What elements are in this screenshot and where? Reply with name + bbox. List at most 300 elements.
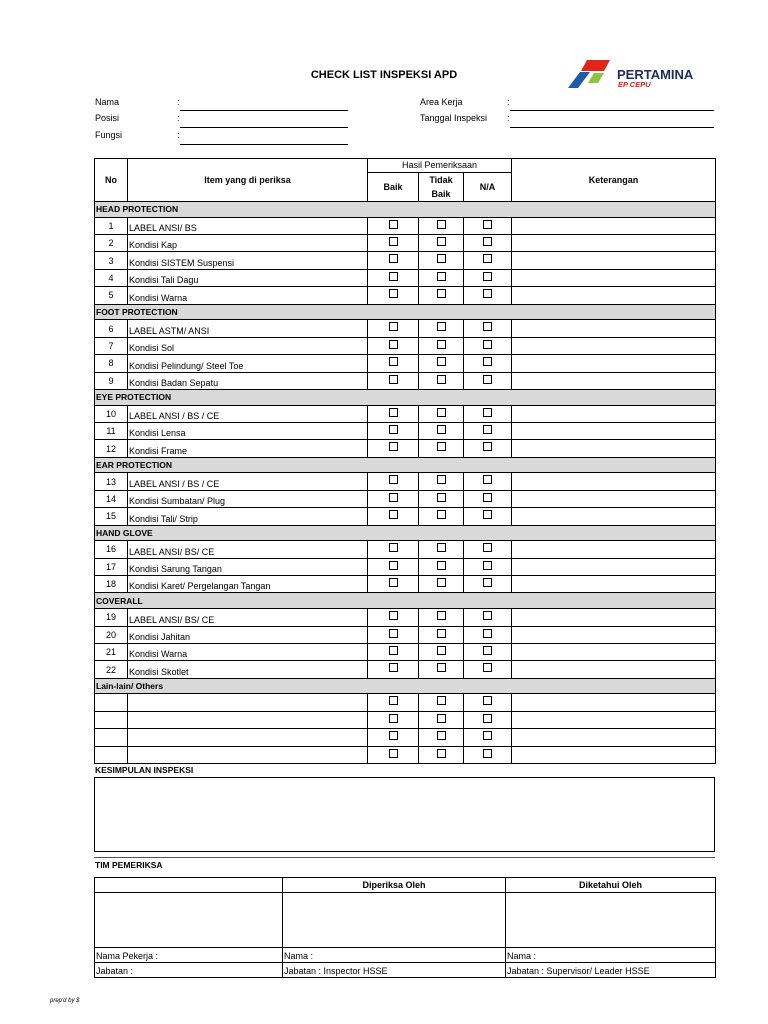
tidak-baik-checkbox[interactable] <box>437 611 446 620</box>
table-row <box>95 372 716 389</box>
divider <box>94 857 715 858</box>
keterangan-cell[interactable] <box>512 626 716 643</box>
table-row <box>95 287 716 304</box>
baik-checkbox[interactable] <box>389 663 398 672</box>
na-checkbox[interactable] <box>483 493 492 502</box>
tidak-baik-cell <box>419 746 464 763</box>
tidak-baik-checkbox[interactable] <box>437 237 446 246</box>
na-cell <box>464 440 512 457</box>
baik-cell <box>368 694 419 711</box>
item-name: Kondisi Sumbatan/ Plug <box>128 490 368 507</box>
section-row <box>95 457 716 473</box>
table-row <box>95 269 716 286</box>
item-name: LABEL ANSI / BS / CE <box>128 473 368 490</box>
na-checkbox[interactable] <box>483 646 492 655</box>
na-checkbox[interactable] <box>483 696 492 705</box>
baik-cell <box>368 337 419 354</box>
baik-checkbox[interactable] <box>389 237 398 246</box>
header-baik: Baik <box>368 173 419 202</box>
tidak-baik-checkbox[interactable] <box>437 425 446 434</box>
item-name: Kondisi Sol <box>128 337 368 354</box>
table-row <box>95 558 716 575</box>
tidak-baik-cell <box>419 422 464 439</box>
logo-green-shape <box>588 73 604 83</box>
keterangan-cell[interactable] <box>512 217 716 234</box>
tidak-baik-cell <box>419 576 464 593</box>
na-checkbox[interactable] <box>483 254 492 263</box>
table-row <box>95 337 716 354</box>
na-cell <box>464 711 512 728</box>
item-number: 22 <box>95 661 128 678</box>
tidak-baik-checkbox[interactable] <box>437 696 446 705</box>
field-sep-nama: : <box>177 97 180 107</box>
baik-cell <box>368 405 419 422</box>
tidak-baik-cell <box>419 217 464 234</box>
item-number: 10 <box>95 405 128 422</box>
keterangan-cell[interactable] <box>512 558 716 575</box>
baik-checkbox[interactable] <box>389 611 398 620</box>
item-name: Kondisi Karet/ Pergelangan Tangan <box>128 576 368 593</box>
signature-box-inspector[interactable] <box>283 893 506 948</box>
baik-cell <box>368 473 419 490</box>
section-title: HAND GLOVE <box>95 525 716 541</box>
inspector-position-line[interactable]: Jabatan : Inspector HSSE <box>283 963 506 978</box>
item-name <box>128 711 368 728</box>
baik-cell <box>368 661 419 678</box>
item-number: 15 <box>95 508 128 525</box>
keterangan-cell[interactable] <box>512 422 716 439</box>
header-na: N/A <box>464 173 512 202</box>
na-cell <box>464 473 512 490</box>
baik-checkbox[interactable] <box>389 578 398 587</box>
item-number: 3 <box>95 252 128 269</box>
keterangan-cell[interactable] <box>512 576 716 593</box>
na-checkbox[interactable] <box>483 375 492 384</box>
tidak-baik-cell <box>419 711 464 728</box>
table-row <box>95 694 716 711</box>
signature-position-row <box>95 963 716 978</box>
item-name: Kondisi Tali Dagu <box>128 269 368 286</box>
table-row <box>95 473 716 490</box>
baik-checkbox[interactable] <box>389 425 398 434</box>
table-row <box>95 490 716 507</box>
item-number: 16 <box>95 541 128 558</box>
area-kerja-field[interactable] <box>510 109 714 111</box>
tidak-baik-checkbox[interactable] <box>437 749 446 758</box>
keterangan-cell[interactable] <box>512 508 716 525</box>
table-row <box>95 252 716 269</box>
supervisor-name-line[interactable]: Nama : <box>506 948 716 963</box>
item-number <box>95 746 128 763</box>
item-number: 4 <box>95 269 128 286</box>
item-number: 7 <box>95 337 128 354</box>
item-number: 5 <box>95 287 128 304</box>
item-number: 9 <box>95 372 128 389</box>
item-name: Kondisi Lensa <box>128 422 368 439</box>
header-remarks: Keterangan <box>512 159 716 202</box>
baik-cell <box>368 372 419 389</box>
worker-position-line[interactable]: Jabatan : <box>95 963 283 978</box>
na-checkbox[interactable] <box>483 340 492 349</box>
baik-checkbox[interactable] <box>389 375 398 384</box>
section-title: COVERALL <box>95 593 716 609</box>
tidak-baik-checkbox[interactable] <box>437 646 446 655</box>
na-cell <box>464 235 512 252</box>
document-title: CHECK LIST INSPEKSI APD <box>310 69 458 81</box>
table-row <box>95 405 716 422</box>
table-row <box>95 235 716 252</box>
tidak-baik-checkbox[interactable] <box>437 272 446 281</box>
baik-cell <box>368 440 419 457</box>
signature-box-supervisor[interactable] <box>506 893 716 948</box>
table-row <box>95 355 716 372</box>
tidak-baik-cell <box>419 558 464 575</box>
item-number: 21 <box>95 643 128 660</box>
keterangan-cell[interactable] <box>512 661 716 678</box>
na-cell <box>464 626 512 643</box>
field-label-fungsi: Fungsi <box>95 130 123 140</box>
signature-header-acknowledged-by: Diketahui Oleh <box>506 878 716 893</box>
na-cell <box>464 405 512 422</box>
tidak-baik-cell <box>419 355 464 372</box>
na-cell <box>464 269 512 286</box>
keterangan-cell[interactable] <box>512 473 716 490</box>
baik-checkbox[interactable] <box>389 475 398 484</box>
na-checkbox[interactable] <box>483 289 492 298</box>
item-name: Kondisi Kap <box>128 235 368 252</box>
keterangan-cell[interactable] <box>512 440 716 457</box>
section-row <box>95 304 716 320</box>
na-cell <box>464 694 512 711</box>
baik-checkbox[interactable] <box>389 289 398 298</box>
baik-checkbox[interactable] <box>389 340 398 349</box>
baik-cell <box>368 711 419 728</box>
tidak-baik-cell <box>419 473 464 490</box>
na-checkbox[interactable] <box>483 220 492 229</box>
baik-cell <box>368 729 419 746</box>
baik-checkbox[interactable] <box>389 408 398 417</box>
item-number: 19 <box>95 609 128 626</box>
tidak-baik-checkbox[interactable] <box>437 220 446 229</box>
item-name: LABEL ANSI / BS / CE <box>128 405 368 422</box>
posisi-field[interactable] <box>180 126 348 128</box>
nama-field[interactable] <box>180 109 348 111</box>
baik-checkbox[interactable] <box>389 220 398 229</box>
tanggal-inspeksi-field[interactable] <box>510 126 714 128</box>
na-cell <box>464 576 512 593</box>
na-cell <box>464 729 512 746</box>
na-checkbox[interactable] <box>483 749 492 758</box>
tidak-baik-cell <box>419 405 464 422</box>
signature-table <box>94 877 716 978</box>
conclusion-box[interactable] <box>94 777 715 852</box>
field-label-area-kerja: Area Kerja <box>420 97 463 107</box>
tidak-baik-checkbox[interactable] <box>437 289 446 298</box>
na-cell <box>464 490 512 507</box>
keterangan-cell[interactable] <box>512 405 716 422</box>
table-row <box>95 609 716 626</box>
field-sep-posisi: : <box>177 113 180 123</box>
item-number: 2 <box>95 235 128 252</box>
na-cell <box>464 320 512 337</box>
na-checkbox[interactable] <box>483 629 492 638</box>
item-name: LABEL ANSI/ BS/ CE <box>128 541 368 558</box>
item-name: LABEL ANSI/ BS <box>128 217 368 234</box>
tidak-baik-cell <box>419 490 464 507</box>
na-cell <box>464 558 512 575</box>
header-no: No <box>95 159 128 202</box>
baik-cell <box>368 422 419 439</box>
tidak-baik-cell <box>419 252 464 269</box>
checklist-table <box>94 158 716 764</box>
tidak-baik-checkbox[interactable] <box>437 475 446 484</box>
na-checkbox[interactable] <box>483 357 492 366</box>
tidak-baik-checkbox[interactable] <box>437 543 446 552</box>
tidak-baik-checkbox[interactable] <box>437 375 446 384</box>
section-row <box>95 389 716 405</box>
na-checkbox[interactable] <box>483 731 492 740</box>
keterangan-cell[interactable] <box>512 269 716 286</box>
tidak-baik-cell <box>419 609 464 626</box>
supervisor-position-line[interactable]: Jabatan : Supervisor/ Leader HSSE <box>506 963 716 978</box>
signature-space-row <box>95 893 716 948</box>
baik-checkbox[interactable] <box>389 442 398 451</box>
na-checkbox[interactable] <box>483 543 492 552</box>
keterangan-cell[interactable] <box>512 337 716 354</box>
baik-checkbox[interactable] <box>389 272 398 281</box>
item-name: LABEL ASTM/ ANSI <box>128 320 368 337</box>
na-checkbox[interactable] <box>483 611 492 620</box>
tidak-baik-checkbox[interactable] <box>437 340 446 349</box>
tidak-baik-checkbox[interactable] <box>437 408 446 417</box>
item-number <box>95 694 128 711</box>
baik-cell <box>368 558 419 575</box>
table-row <box>95 643 716 660</box>
signature-header-checked-by: Diperiksa Oleh <box>283 878 506 893</box>
section-row <box>95 678 716 694</box>
baik-checkbox[interactable] <box>389 646 398 655</box>
tidak-baik-checkbox[interactable] <box>437 510 446 519</box>
na-cell <box>464 355 512 372</box>
table-row <box>95 422 716 439</box>
section-title: EYE PROTECTION <box>95 389 716 405</box>
item-number <box>95 711 128 728</box>
section-title: EAR PROTECTION <box>95 457 716 473</box>
keterangan-cell[interactable] <box>512 711 716 728</box>
field-label-nama: Nama <box>95 97 120 107</box>
table-row <box>95 746 716 763</box>
field-label-tanggal-inspeksi: Tanggal Inspeksi <box>420 113 488 123</box>
tidak-baik-checkbox[interactable] <box>437 578 446 587</box>
keterangan-cell[interactable] <box>512 252 716 269</box>
baik-cell <box>368 490 419 507</box>
na-cell <box>464 508 512 525</box>
item-name: Kondisi Warna <box>128 643 368 660</box>
baik-checkbox[interactable] <box>389 543 398 552</box>
tidak-baik-cell <box>419 372 464 389</box>
baik-cell <box>368 609 419 626</box>
header-tidak-baik-label: Tidak Baik <box>429 175 453 199</box>
item-name: Kondisi Skotlet <box>128 661 368 678</box>
field-sep-tanggal-inspeksi: : <box>507 113 510 123</box>
logo-unit-text: EP CEPU <box>618 80 651 89</box>
signature-header-row <box>95 878 716 893</box>
tidak-baik-cell <box>419 541 464 558</box>
table-row <box>95 729 716 746</box>
keterangan-cell[interactable] <box>512 235 716 252</box>
baik-checkbox[interactable] <box>389 254 398 263</box>
header-tidak-baik <box>419 173 464 202</box>
worker-name-line[interactable]: Nama Pekerja : <box>95 948 283 963</box>
na-cell <box>464 541 512 558</box>
keterangan-cell[interactable] <box>512 541 716 558</box>
na-cell <box>464 217 512 234</box>
na-checkbox[interactable] <box>483 578 492 587</box>
na-cell <box>464 661 512 678</box>
fungsi-field[interactable] <box>180 143 348 145</box>
item-number: 18 <box>95 576 128 593</box>
keterangan-cell[interactable] <box>512 320 716 337</box>
tidak-baik-cell <box>419 320 464 337</box>
na-checkbox[interactable] <box>483 322 492 331</box>
baik-checkbox[interactable] <box>389 629 398 638</box>
na-checkbox[interactable] <box>483 237 492 246</box>
item-number: 14 <box>95 490 128 507</box>
item-name <box>128 694 368 711</box>
tidak-baik-checkbox[interactable] <box>437 254 446 263</box>
item-number: 12 <box>95 440 128 457</box>
table-header-row <box>95 159 716 173</box>
na-checkbox[interactable] <box>483 475 492 484</box>
tidak-baik-checkbox[interactable] <box>437 629 446 638</box>
na-checkbox[interactable] <box>483 714 492 723</box>
tidak-baik-checkbox[interactable] <box>437 663 446 672</box>
tidak-baik-cell <box>419 235 464 252</box>
baik-checkbox[interactable] <box>389 493 398 502</box>
item-name: Kondisi Frame <box>128 440 368 457</box>
na-checkbox[interactable] <box>483 272 492 281</box>
table-row <box>95 217 716 234</box>
table-row <box>95 576 716 593</box>
item-name <box>128 746 368 763</box>
item-number: 6 <box>95 320 128 337</box>
na-cell <box>464 337 512 354</box>
keterangan-cell[interactable] <box>512 490 716 507</box>
logo-red-shape <box>581 60 610 71</box>
keterangan-cell[interactable] <box>512 729 716 746</box>
signature-name-row <box>95 948 716 963</box>
logo-brand-text: PERTAMINA <box>617 67 694 82</box>
keterangan-cell[interactable] <box>512 287 716 304</box>
field-sep-fungsi: : <box>177 130 180 140</box>
baik-checkbox[interactable] <box>389 749 398 758</box>
tidak-baik-checkbox[interactable] <box>437 561 446 570</box>
tidak-baik-checkbox[interactable] <box>437 731 446 740</box>
baik-cell <box>368 508 419 525</box>
table-row <box>95 711 716 728</box>
tidak-baik-cell <box>419 337 464 354</box>
tidak-baik-cell <box>419 729 464 746</box>
keterangan-cell[interactable] <box>512 643 716 660</box>
item-number: 8 <box>95 355 128 372</box>
tidak-baik-checkbox[interactable] <box>437 714 446 723</box>
tidak-baik-cell <box>419 661 464 678</box>
team-label: TIM PEMERIKSA <box>95 860 163 870</box>
tidak-baik-checkbox[interactable] <box>437 357 446 366</box>
table-row <box>95 541 716 558</box>
section-row <box>95 202 716 218</box>
na-checkbox[interactable] <box>483 408 492 417</box>
prepared-by-note: prep'd by $ <box>50 998 80 1004</box>
tidak-baik-checkbox[interactable] <box>437 442 446 451</box>
keterangan-cell[interactable] <box>512 746 716 763</box>
field-sep-area-kerja: : <box>507 97 510 107</box>
na-cell <box>464 643 512 660</box>
tidak-baik-checkbox[interactable] <box>437 322 446 331</box>
keterangan-cell[interactable] <box>512 609 716 626</box>
item-number: 20 <box>95 626 128 643</box>
baik-cell <box>368 626 419 643</box>
baik-cell <box>368 252 419 269</box>
baik-checkbox[interactable] <box>389 357 398 366</box>
inspector-name-line[interactable]: Nama : <box>283 948 506 963</box>
table-row <box>95 320 716 337</box>
baik-checkbox[interactable] <box>389 561 398 570</box>
item-name: Kondisi Badan Sepatu <box>128 372 368 389</box>
table-row <box>95 440 716 457</box>
checklist-body <box>95 202 716 764</box>
tidak-baik-cell <box>419 694 464 711</box>
header-item: Item yang di periksa <box>128 159 368 202</box>
baik-checkbox[interactable] <box>389 696 398 705</box>
keterangan-cell[interactable] <box>512 694 716 711</box>
na-checkbox[interactable] <box>483 561 492 570</box>
na-checkbox[interactable] <box>483 425 492 434</box>
baik-cell <box>368 643 419 660</box>
item-number: 11 <box>95 422 128 439</box>
signature-box-worker[interactable] <box>95 893 283 948</box>
tidak-baik-cell <box>419 626 464 643</box>
na-checkbox[interactable] <box>483 442 492 451</box>
section-title: FOOT PROTECTION <box>95 304 716 320</box>
na-cell <box>464 252 512 269</box>
section-title: HEAD PROTECTION <box>95 202 716 218</box>
section-row <box>95 525 716 541</box>
baik-cell <box>368 576 419 593</box>
section-row <box>95 593 716 609</box>
na-cell <box>464 609 512 626</box>
keterangan-cell[interactable] <box>512 355 716 372</box>
section-title: Lain-lain/ Others <box>95 678 716 694</box>
tidak-baik-cell <box>419 508 464 525</box>
baik-checkbox[interactable] <box>389 322 398 331</box>
item-name: Kondisi Sarung Tangan <box>128 558 368 575</box>
keterangan-cell[interactable] <box>512 372 716 389</box>
baik-cell <box>368 217 419 234</box>
na-checkbox[interactable] <box>483 663 492 672</box>
na-checkbox[interactable] <box>483 510 492 519</box>
tidak-baik-checkbox[interactable] <box>437 493 446 502</box>
item-name <box>128 729 368 746</box>
baik-cell <box>368 541 419 558</box>
baik-checkbox[interactable] <box>389 714 398 723</box>
baik-checkbox[interactable] <box>389 731 398 740</box>
tidak-baik-cell <box>419 440 464 457</box>
pertamina-logo <box>566 58 712 92</box>
baik-checkbox[interactable] <box>389 510 398 519</box>
na-cell <box>464 746 512 763</box>
header-result-group: Hasil Pemeriksaan <box>368 159 512 173</box>
